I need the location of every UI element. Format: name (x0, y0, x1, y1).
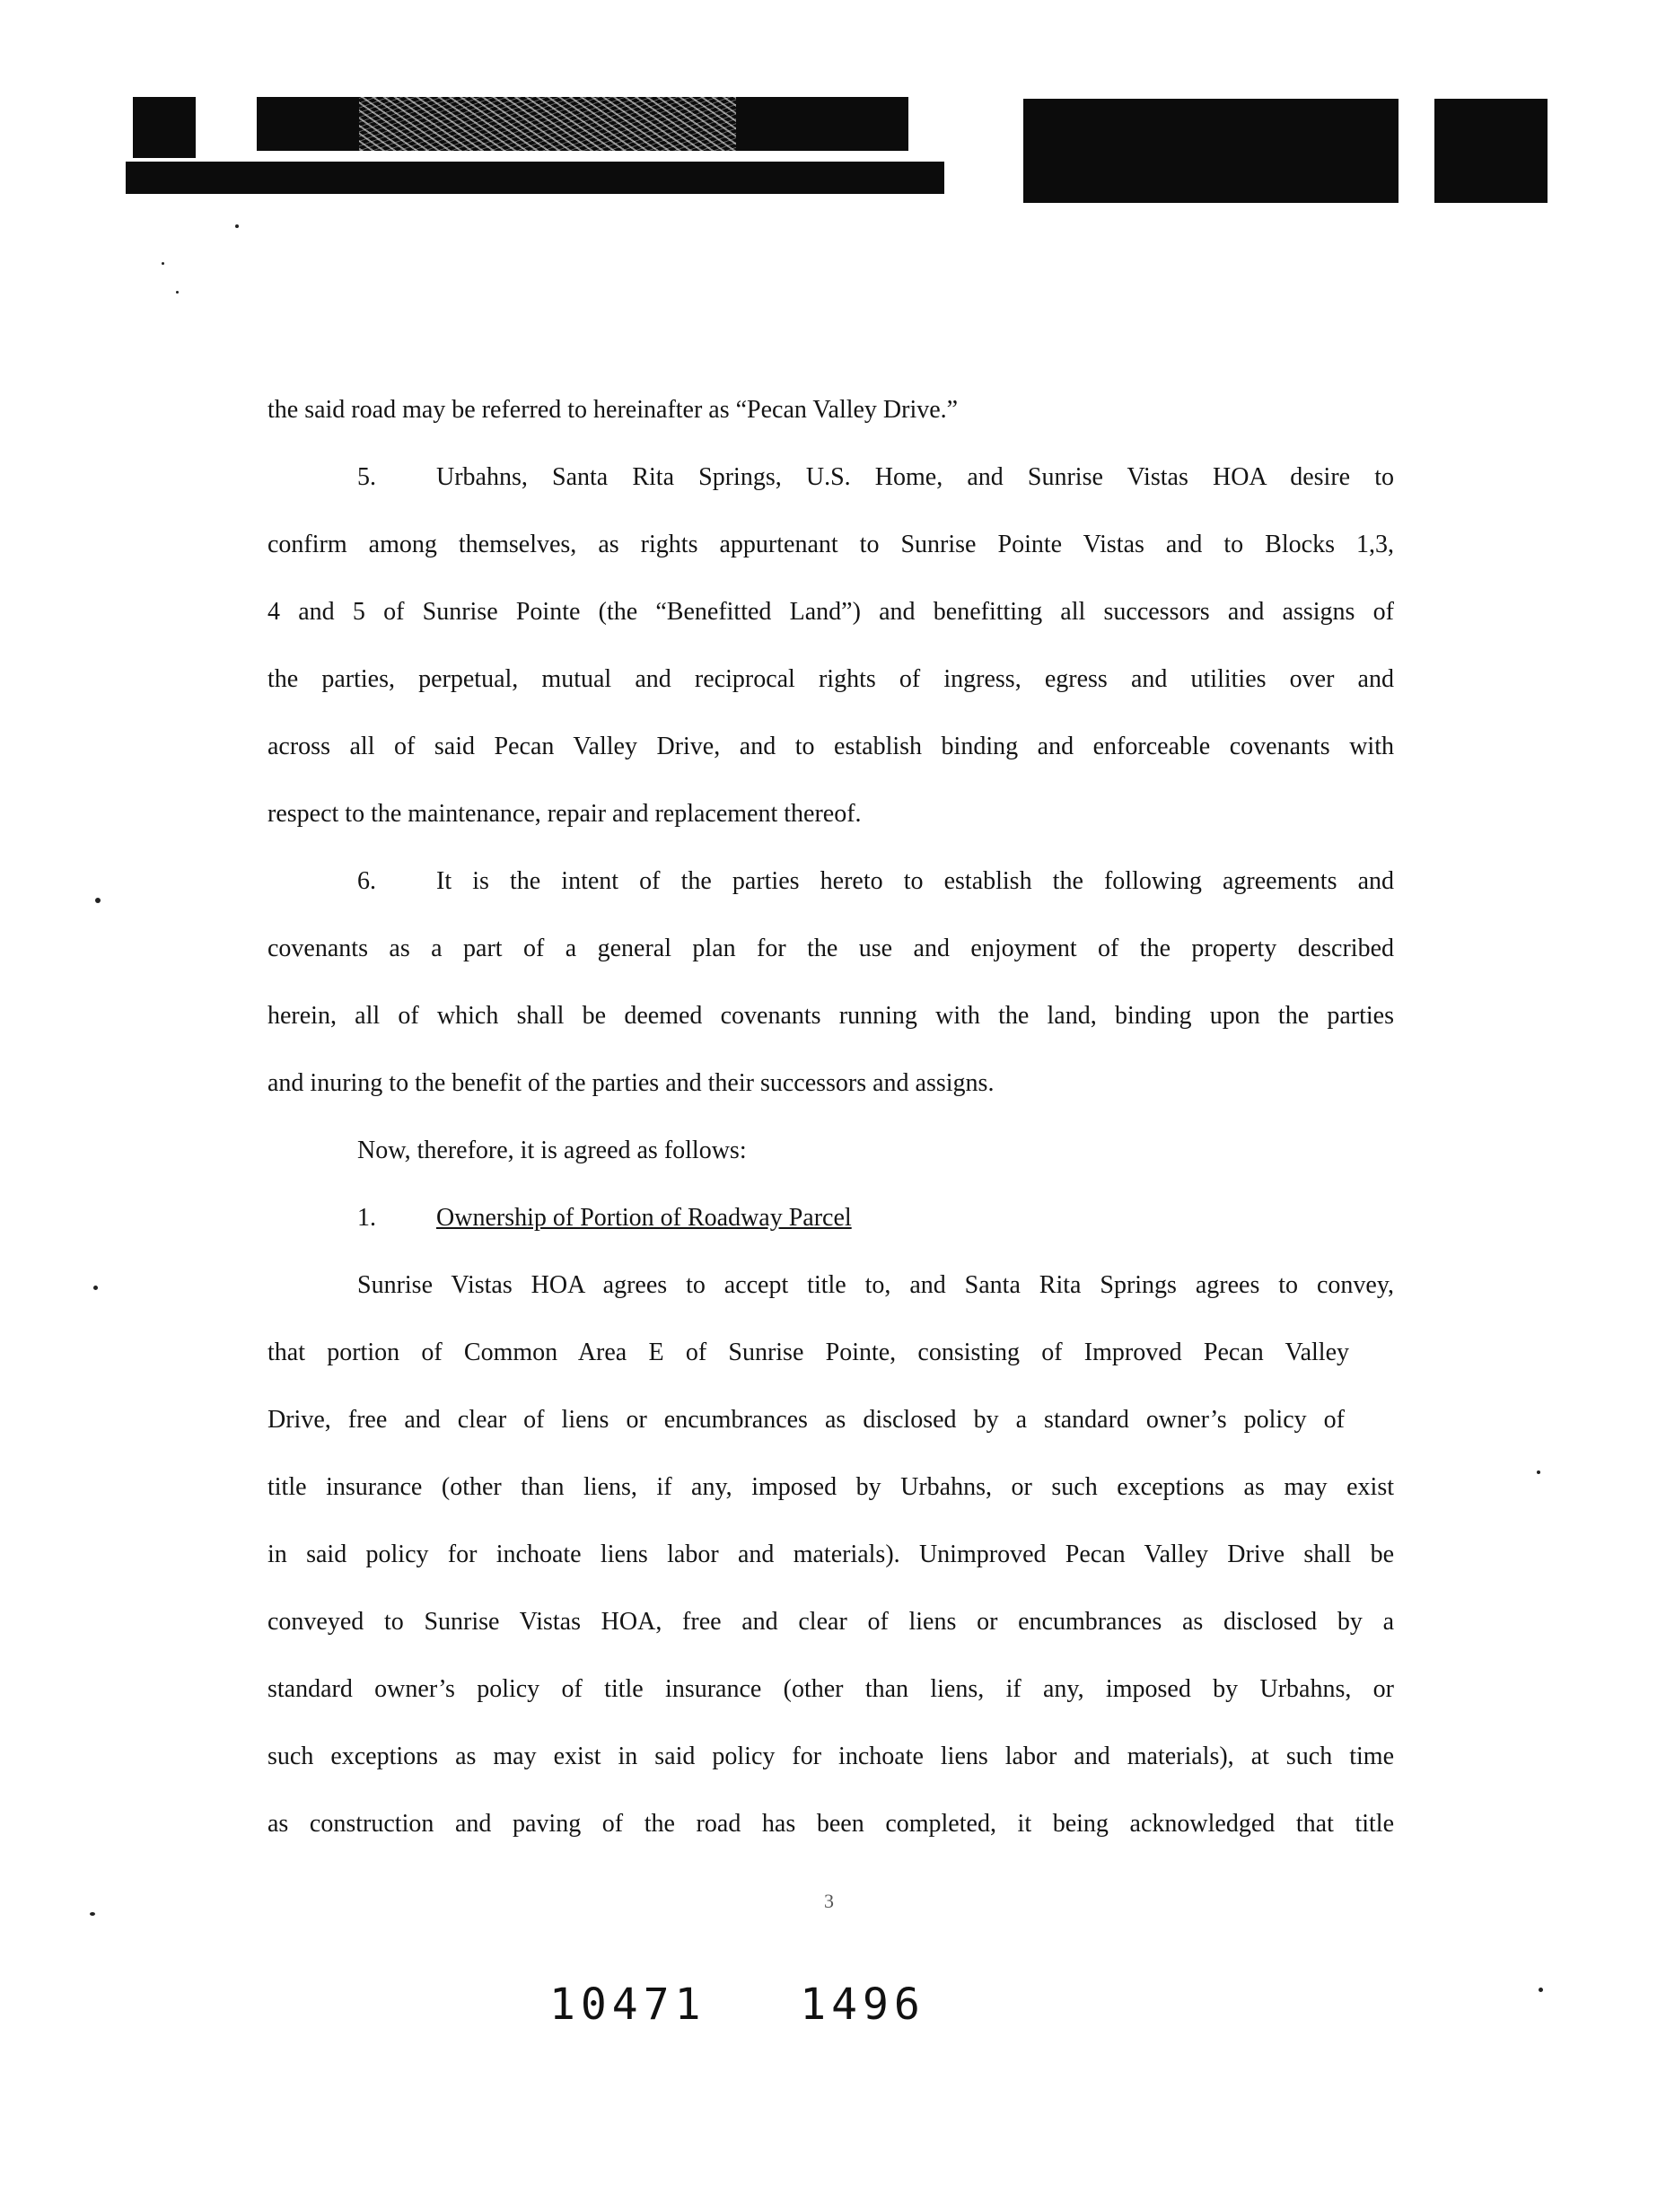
section-line: standard owner’s policy of title insurance (other than liens, if any, imposed by Urbahns, or (267, 1675, 1394, 1703)
redaction-block-4 (1434, 99, 1548, 203)
scan-speck (1539, 1988, 1543, 1992)
scan-speck (90, 1912, 95, 1916)
paragraph-line: herein, all of which shall be deemed covenants running with the land, binding upon the parties (267, 1002, 1394, 1030)
paragraph-line: It is the intent of the parties hereto to establish the following agreements and (436, 867, 1394, 895)
paragraph-line: the parties, perpetual, mutual and reciprocal rights of ingress, egress and utilities over and (267, 665, 1394, 693)
section-line: in said policy for inchoate liens labor and materials). Unimproved Pecan Valley Drive shall be (267, 1540, 1394, 1568)
redaction-block-3 (1023, 99, 1399, 203)
section-line: conveyed to Sunrise Vistas HOA, free and clear of liens or encumbrances as disclosed by a (267, 1608, 1394, 1636)
paragraph-number: 6. (357, 867, 376, 895)
redaction-block-1 (133, 97, 196, 158)
paragraph-line: covenants as a part of a general plan for the use and enjoyment of the property described (267, 935, 1394, 962)
paragraph-line: confirm among themselves, as rights appurtenant to Sunrise Pointe Vistas and to Blocks 1,3, (267, 531, 1394, 558)
page-number: 3 (824, 1890, 834, 1912)
paragraph-number: 5. (357, 463, 376, 491)
paragraph-continuation: the said road may be referred to hereinafter as “Pecan Valley Drive.” (267, 396, 959, 424)
redaction-bar (126, 162, 944, 194)
paragraph-line: respect to the maintenance, repair and replacement thereof. (267, 800, 862, 828)
agreement-intro: Now, therefore, it is agreed as follows: (357, 1137, 747, 1164)
section-line: as construction and paving of the road has been completed, it being acknowledged that title (267, 1810, 1394, 1838)
scan-speck (235, 224, 239, 228)
section-line: Sunrise Vistas HOA agrees to accept title to, and Santa Rita Springs agrees to convey, (357, 1271, 1394, 1299)
scan-speck (93, 1286, 98, 1290)
scan-speck (1537, 1470, 1540, 1474)
section-line: Drive, free and clear of liens or encumbrances as disclosed by a standard owner’s policy of (267, 1406, 1345, 1434)
section-line: such exceptions as may exist in said policy for inchoate liens labor and materials), at such time (267, 1742, 1394, 1770)
section-number: 1. (357, 1204, 376, 1232)
scan-speck (176, 291, 179, 294)
section-heading: Ownership of Portion of Roadway Parcel (436, 1204, 852, 1232)
paragraph-line: across all of said Pecan Valley Drive, and to establish binding and enforceable covenants with (267, 733, 1394, 760)
scan-speck (95, 898, 101, 903)
recording-number: 10471 1496 (549, 1979, 925, 2030)
scan-speck (162, 262, 164, 265)
paragraph-line: Urbahns, Santa Rita Springs, U.S. Home, and Sunrise Vistas HOA desire to (436, 463, 1394, 491)
paragraph-line: 4 and 5 of Sunrise Pointe (the “Benefitted Land”) and benefitting all successors and assigns of (267, 598, 1394, 626)
section-line: that portion of Common Area E of Sunrise Pointe, consisting of Improved Pecan Valley (267, 1339, 1349, 1366)
paragraph-line: and inuring to the benefit of the parties and their successors and assigns. (267, 1069, 995, 1097)
section-line: title insurance (other than liens, if any, imposed by Urbahns, or such exceptions as may exist (267, 1473, 1394, 1501)
